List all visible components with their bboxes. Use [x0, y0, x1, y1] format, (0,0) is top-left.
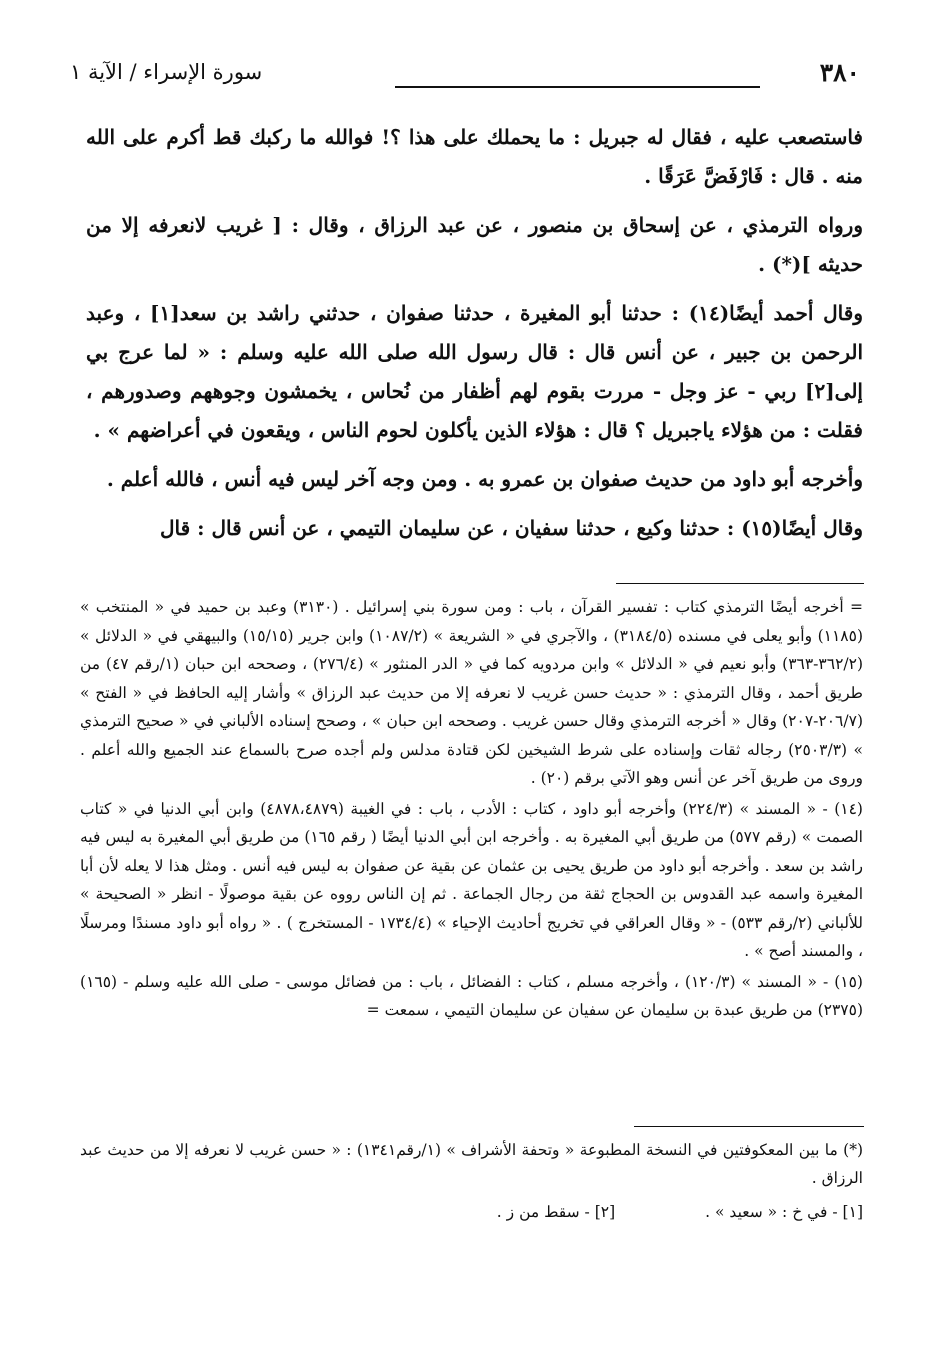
- main-text: [86, 118, 863, 558]
- critical-apparatus: [80, 1136, 863, 1226]
- main-paragraph: وقال أحمد أيضًا(١٤) : حدثنا أبو المغيرة ، حدثنا صفوان ، حدثني راشد بن سعد[١] ، وعبد الرحمن بن جبير ، عن أنس قال : قال رسول الله صلى الله عليه وسلم : « لما عرج بي إلى[٢] ربي - عز وجل - مررت بقوم لهم أظفار من نُحاس ، يخمشون وجوههم وصدورهم ، فقلت : من هؤلاء ياجبريل ؟ قال : هؤلاء الذين يأكلون لحوم الناس ، ويقعون في أعراضهم » .: [86, 301, 863, 442]
- footnote-15: (١٥) - « المسند » (١٢٠/٣) ، وأخرجه مسلم ، كتاب : الفضائل ، باب : من فضائل موسى - صلى الله عليه وسلم - (١٦٥) (٢٣٧٥) من طريق عبدة بن سليمان عن سفيان عن سليمان التيمي ، سمعت =: [80, 972, 863, 1019]
- variant-notes-line: [80, 1198, 863, 1226]
- running-title: سورة الإسراء / الآية ١: [70, 60, 263, 84]
- variant-note-1: [١] - في خ : « سعيد » .: [705, 1203, 863, 1221]
- main-paragraph: وقال أيضًا(١٥) : حدثنا وكيع ، حدثنا سفيان ، عن سليمان التيمي ، عن أنس قال : قال: [159, 516, 863, 540]
- star-note: (*) ما بين المعكوفتين في النسخة المطبوعة « وتحفة الأشراف » (١/رقم١٣٤١) : « حسن غريب لا نعرفه إلا من حديث عبد الرزاق .: [80, 1141, 864, 1187]
- footnote-14: (١٤) - « المسند » (٢٢٤/٣) وأخرجه أبو داود ، كتاب : الأدب ، باب : في الغيبة (٤٨٧٨،٤٨٧٩) وابن أبي الدنيا في « كتاب الصمت » (رقم ٥٧٧) من طريق أبي المغيرة به . وأخرجه ابن أبي الدنيا أيضًا ( رقم ١٦٥) من طريق أبي المغيرة به ليس فيه راشد بن سعد . وأخرجه أبو داود من طريق يحيى بن عثمان عن بقية عن صفوان به ليس فيه أنس . ومثل هذا لا يعله لأن أبا المغيرة واسمه عبد القدوس بن الحجاج ثقة من رجال الجماعة . ثم إن الناس رووه عن بقية موصولًا - انظر « الصحيحة » للألباني (٢/رقم ٥٣٣) - « وقال العراقي في تخريج أحاديث الإحياء » (١٧٣٤/٤ - المستخرج ) . « رواه أبو داود مسندًا ومرسلًا ، والمسند أصح » .: [80, 799, 863, 960]
- footnote-continued: = أخرجه أيضًا الترمذي كتاب : تفسير القرآن ، باب : ومن سورة بني إسرائيل . (٣١٣٠) وعبد بن حميد في « المنتخب » (١١٨٥) وأبو يعلى في مسنده (٣١٨٤/٥) ، والآجري في « الشريعة » (١٠٨٧/٢) وابن جرير (١٥/١٥) والبيهقي في « الدلائل » (٣٦٢/٢-٣٦٣) وأبو نعيم في « الدلائل » وابن مردويه كما في « الدر المنثور » (٢٧٦/٤) ، وصححه ابن حبان (١/رقم ٤٧) من طريق أحمد ، وقال الترمذي : « حديث حسن غريب لا نعرفه إلا من حديث عبد الرزاق » وأشار إليه الحافظ في « الفتح » (٢٠٦/٧-٢٠٧) وقال « أخرجه الترمذي وقال حسن غريب . وصححه ابن حبان » ، وصحح إسناده الألباني في « صحيح الترمذي » (٢٥٠٣/٣) رجاله ثقات وإسناده على شرط الشيخين لكن قتادة مدلس ولم أجده صرح بالسماع عند الجميع والله أعلم . وروى من طريق آخر عن أنس وهو الآتي برقم (٢٠) .: [80, 598, 864, 787]
- header-rule: [395, 86, 760, 88]
- footnote-separator: [616, 583, 864, 584]
- footnotes: [80, 593, 863, 1027]
- page-number: ٣٨٠: [819, 58, 860, 87]
- page-header: [70, 58, 860, 98]
- variant-note-2: [٢] - سقط من ز .: [496, 1203, 616, 1221]
- main-paragraph: ورواه الترمذي ، عن إسحاق بن منصور ، عن عبد الرزاق ، وقال : [ غريب لانعرفه إلا من حديثه ](*) .: [86, 213, 863, 276]
- critical-notes-separator: [634, 1126, 864, 1127]
- main-paragraph: وأخرجه أبو داود من حديث صفوان بن عمرو به . ومن وجه آخر ليس فيه أنس ، فالله أعلم .: [106, 467, 863, 491]
- main-paragraph: فاستصعب عليه ، فقال له جبريل : ما يحملك على هذا ؟! فوالله ما ركبك قط أكرم على الله منه . قال : فَارْفَضَّ عَرَقًا .: [86, 125, 863, 188]
